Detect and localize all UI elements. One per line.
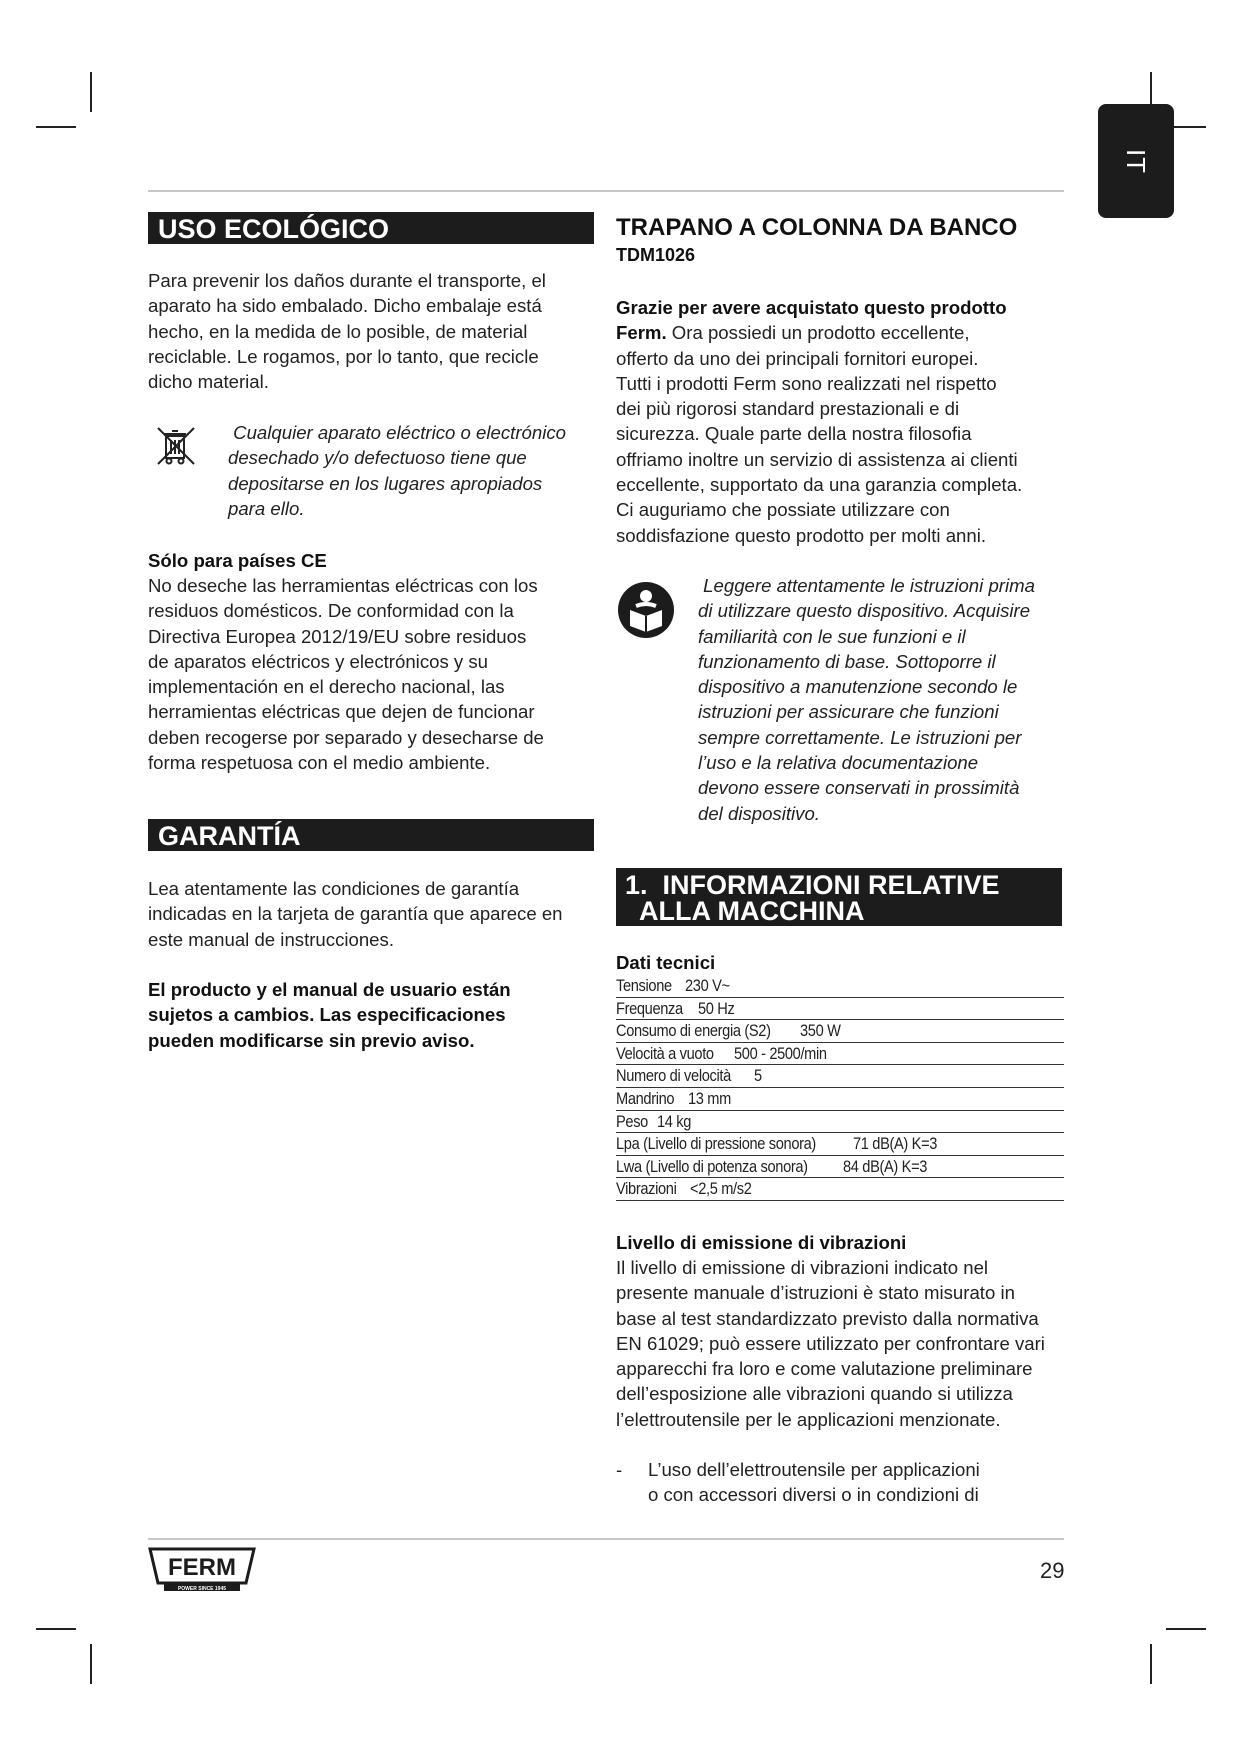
text-line: del dispositivo. <box>698 802 820 824</box>
spec-label: Peso <box>616 1111 648 1131</box>
text-line: pueden modificarse sin previo aviso. <box>148 1029 475 1051</box>
text-line: No deseche las herramientas eléctricas con los <box>148 575 538 596</box>
spec-row <box>616 1043 1064 1066</box>
text-line: dispositivo a manutenzione secondo le <box>698 676 1018 698</box>
section-heading-text: GARANTÍA <box>158 821 301 851</box>
spec-row <box>616 1020 1064 1043</box>
text-line: apparecchi fra loro e come valutazione preliminare <box>616 1358 1033 1380</box>
text-line: Leggere attentamente le istruzioni prima <box>698 575 1035 596</box>
text-line: Para prevenir los daños durante el transporte, el <box>148 270 546 291</box>
text-line: sicurezza. Quale parte della nostra filosofia <box>616 423 972 445</box>
crossed-wheelie-bin-icon <box>154 424 198 468</box>
vibration-heading: Livello di emissione di vibrazioni <box>616 1232 907 1253</box>
warranty-paragraph <box>148 876 598 952</box>
spec-value: 50 Hz <box>697 998 735 1018</box>
spec-value: 13 mm <box>687 1088 731 1108</box>
text-line: soddisfazione questo prodotto per molti anni. <box>616 524 987 546</box>
product-title: TRAPANO A COLONNA DA BANCO <box>616 214 1018 241</box>
spec-value: <2,5 m/s2 <box>690 1179 752 1199</box>
ce-heading: Sólo para países CE <box>148 550 327 571</box>
spec-label: Velocità a vuoto <box>616 1043 714 1063</box>
spec-label: Tensione <box>616 976 672 995</box>
text-line: offriamo inoltre un servizio di assistenza ai clienti <box>616 448 1018 470</box>
brand-name: Ferm. <box>616 322 667 344</box>
text-line: deben recogerse por separado y desecharse de <box>148 726 544 748</box>
change-notice <box>148 977 598 1053</box>
spec-row <box>616 1088 1064 1111</box>
crop-mark <box>1166 1628 1206 1630</box>
specs-heading: Dati tecnici <box>616 952 716 973</box>
spec-row <box>616 1111 1064 1134</box>
specs-table <box>616 975 1064 1201</box>
packaging-paragraph <box>148 268 598 394</box>
spec-label: Lwa (Livello di potenza sonora) <box>616 1156 808 1176</box>
text-line: l’elettroutensile per le applicazioni menzionate. <box>616 1408 1001 1430</box>
text-line <box>616 320 1076 345</box>
spec-label: Frequenza <box>616 998 683 1018</box>
crop-mark <box>36 126 76 128</box>
spec-value: 5 <box>753 1066 762 1086</box>
text-line: de aparatos eléctricos y electrónicos y su <box>148 650 489 672</box>
vibration-paragraph <box>616 1255 1076 1432</box>
spec-label: Mandrino <box>616 1088 675 1108</box>
spec-value: 84 dB(A) K=3 <box>842 1156 927 1176</box>
ferm-logo <box>148 1547 256 1593</box>
spec-value: 71 dB(A) K=3 <box>852 1134 937 1154</box>
text-line: dicho material. <box>148 371 269 393</box>
section-heading-text: 1. INFORMAZIONI RELATIVE <box>625 870 1000 900</box>
text-line: presente manuale d’istruzioni è stato misurato in <box>616 1282 1015 1304</box>
spec-label: Lpa (Livello di pressione sonora) <box>616 1134 816 1154</box>
text-line: reciclable. Le rogamos, por lo tanto, que recicle <box>148 345 539 367</box>
text-line: di utilizzare questo dispositivo. Acquisire <box>698 600 1031 622</box>
text-line: Ci auguriamo che possiate utilizzare con <box>616 499 950 521</box>
text-line: aparato ha sido embalado. Dicho embalaje está <box>148 295 542 317</box>
text-line: L’uso dell’elettroutensile per applicazioni <box>648 1459 980 1480</box>
intro-paragraph <box>616 295 1076 548</box>
spec-row <box>616 1178 1064 1201</box>
section-heading-garantia <box>148 819 594 851</box>
read-manual-notice <box>698 573 1078 826</box>
text-line: desechado y/o defectuoso tiene que <box>228 447 527 469</box>
crop-mark <box>36 1628 76 1630</box>
text-line: o con accessori diversi o in condizioni di <box>648 1484 979 1506</box>
spec-label: Numero di velocità <box>616 1066 731 1086</box>
spec-label: Vibrazioni <box>616 1179 677 1199</box>
section-heading-text: ALLA MACCHINA <box>639 896 865 926</box>
text-line: istruzioni per assicurare che funzioni <box>698 701 999 723</box>
section-heading-text: USO ECOLÓGICO <box>158 214 390 244</box>
spec-value: 500 - 2500/min <box>733 1043 827 1063</box>
logo-tagline: POWER SINCE 1945 <box>177 1586 227 1592</box>
logo-text: FERM <box>168 1554 236 1581</box>
read-manual-icon <box>616 580 676 640</box>
bullet-item <box>648 1457 1068 1508</box>
text-line: Cualquier aparato eléctrico o electrónico <box>228 422 566 443</box>
top-rule <box>148 190 1064 192</box>
text-line: l’uso e la relativa documentazione <box>698 752 979 774</box>
section-heading-uso-ecologico <box>148 212 594 244</box>
spec-row <box>616 1133 1064 1156</box>
text-line: depositarse en los lugares apropiados <box>228 472 543 494</box>
text-line: para ello. <box>228 497 305 519</box>
text-line: eccellente, supportato da una garanzia completa. <box>616 474 1023 496</box>
text-line: residuos domésticos. De conformidad con la <box>148 600 514 622</box>
text-line: dell’esposizione alle vibrazioni quando si utilizza <box>616 1383 1013 1405</box>
text-line: Directiva Europea 2012/19/EU sobre residuos <box>148 625 527 647</box>
text-line: herramientas eléctricas que dejen de funcionar <box>148 701 535 723</box>
intro-rest-text: Ora possiedi un prodotto eccellente, <box>666 322 970 344</box>
crop-mark <box>90 1644 92 1684</box>
spec-row <box>616 975 1064 998</box>
text-line: sujetos a cambios. Las especificaciones <box>148 1004 506 1026</box>
spec-value: 230 V~ <box>684 976 730 995</box>
text-line: Lea atentamente las condiciones de garantía <box>148 878 520 899</box>
intro-bold-text: Grazie per avere acquistato questo prodotto <box>616 297 1007 318</box>
section-heading-informazioni <box>616 868 1062 926</box>
text-line: indicadas en la tarjeta de garantía que aparece en <box>148 903 563 925</box>
text-line: Il livello di emissione di vibrazioni indicato nel <box>616 1257 989 1278</box>
language-tab-label: IT <box>1121 148 1152 174</box>
text-line: El producto y el manual de usuario están <box>148 979 511 1000</box>
ce-paragraph <box>148 573 598 775</box>
text-line: EN 61029; può essere utilizzato per confrontare vari <box>616 1332 1045 1354</box>
spec-value: 14 kg <box>657 1111 692 1131</box>
text-line: dei più rigorosi standard prestazionali e di <box>616 398 960 420</box>
crop-mark <box>1150 1644 1152 1684</box>
text-line: Tutti i prodotti Ferm sono realizzati nel rispetto <box>616 372 997 394</box>
text-line: offerto da uno dei principali fornitori europei. <box>616 347 979 369</box>
text-line: sempre correttamente. Le istruzioni per <box>698 726 1022 748</box>
spec-label: Consumo di energia (S2) <box>616 1021 771 1041</box>
text-line <box>616 295 1076 320</box>
crop-mark <box>90 72 92 112</box>
weee-notice <box>228 420 608 521</box>
text-line: funzionamento di base. Sottoporre il <box>698 650 996 672</box>
bottom-rule <box>148 1538 1064 1540</box>
spec-value: 350 W <box>799 1021 841 1041</box>
text-line: implementación en el derecho nacional, las <box>148 676 505 698</box>
spec-row <box>616 1156 1064 1179</box>
product-model: TDM1026 <box>616 245 696 265</box>
spec-row <box>616 1065 1064 1088</box>
spec-row <box>616 998 1064 1021</box>
text-line: forma respetuosa con el medio ambiente. <box>148 752 491 774</box>
text-line: base al test standardizzato previsto dalla normativa <box>616 1307 1039 1329</box>
text-line: devono essere conservati in prossimità <box>698 777 1020 799</box>
page-number: 29 <box>1040 1558 1065 1583</box>
text-line: hecho, en la medida de lo posible, de material <box>148 320 528 342</box>
language-tab <box>1098 104 1174 218</box>
text-line: familiarità con le sue funzioni e il <box>698 625 966 647</box>
text-line: este manual de instrucciones. <box>148 928 394 950</box>
bullet-dash: - <box>616 1459 623 1480</box>
